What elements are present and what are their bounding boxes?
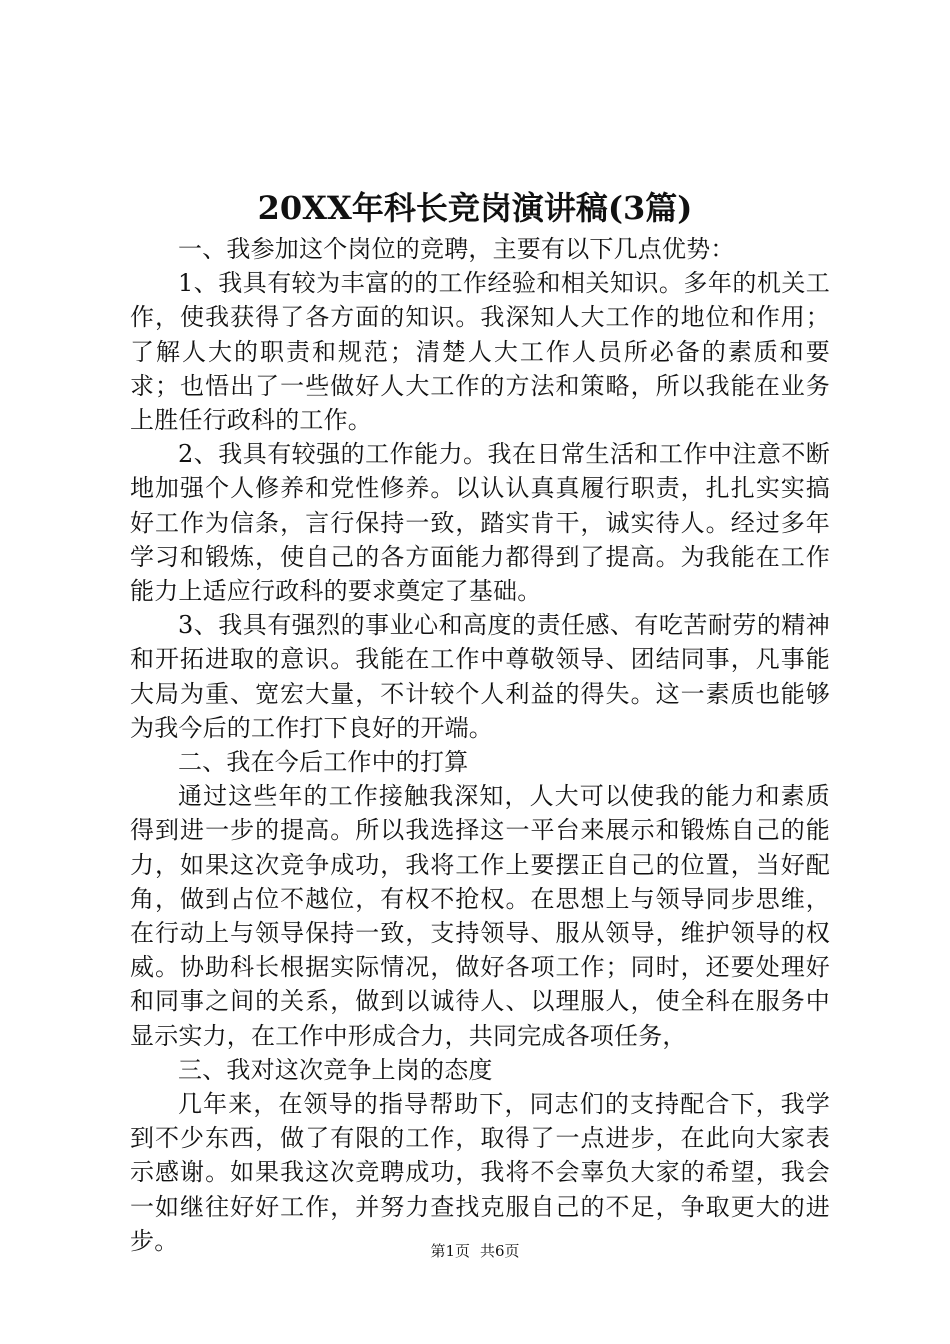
paragraph-5: 几年来，在领导的指导帮助下，同志们的支持配合下，我学到不少东西，做了有限的工作，取得了一点进步，在此向大家表示感谢。如果我这次竞聘成功，我将不会辜负大家的希望，我会一如继往好好工作，并努力查找克服自己的不足，争取更大的进步。 [130,1090,830,1255]
paragraph-4: 通过这些年的工作接触我深知，人大可以使我的能力和素质得到进一步的提高。所以我选择这一平台来展示和锻炼自己的能力，如果这次竞争成功，我将工作上要摆正自己的位置，当好配角，做到占位不越位，有权不抢权。在思想上与领导同步思维，在行动上与领导保持一致，支持领导、服从领导，维护领导的权威。协助科长根据实际情况，做好各项工作；同时，还要处理好和同事之间的关系，做到以诚待人、以理服人，使全科在服务中显示实力，在工作中形成合力，共同完成各项任务， [130,782,830,1050]
paragraph-1: 1、我具有较为丰富的的工作经验和相关知识。多年的机关工作，使我获得了各方面的知识。我深知人大工作的地位和作用；了解人大的职责和规范；清楚人大工作人员所必备的素质和要求；也悟出了一些做好人大工作的方法和策略，所以我能在业务上胜任行政科的工作。 [130,269,830,435]
paragraph-3: 3、我具有强烈的事业心和高度的责任感、有吃苦耐劳的精神和开拓进取的意识。我能在工作中尊敬领导、团结同事，凡事能大局为重、宽宏大量，不计较个人利益的得失。这一素质也能够为我今后的工作打下良好的开端。 [130,611,830,742]
page-footer [0,1240,950,1262]
section-heading-3: 三、我对这次竞争上岗的态度 [178,1055,493,1084]
document-body [130,232,830,1258]
paragraph-2: 2、我具有较强的工作能力。我在日常生活和工作中注意不断地加强个人修养和党性修养。以认认真真履行职责，扎扎实实搞好工作为信条，言行保持一致，踏实肯干，诚实待人。经过多年学习和锻炼，使自己的各方面能力都得到了提高。为我能在工作能力上适应行政科的要求奠定了基础。 [130,440,830,606]
document-title: 20XX年科长竞岗演讲稿(3篇) [257,189,693,227]
page-number: 第1页 [430,1242,470,1260]
section-heading-2: 二、我在今后工作中的打算 [178,748,469,777]
page-total: 共6页 [480,1242,520,1260]
section-heading-1: 一、我参加这个岗位的竞聘，主要有以下几点优势： [178,235,735,263]
